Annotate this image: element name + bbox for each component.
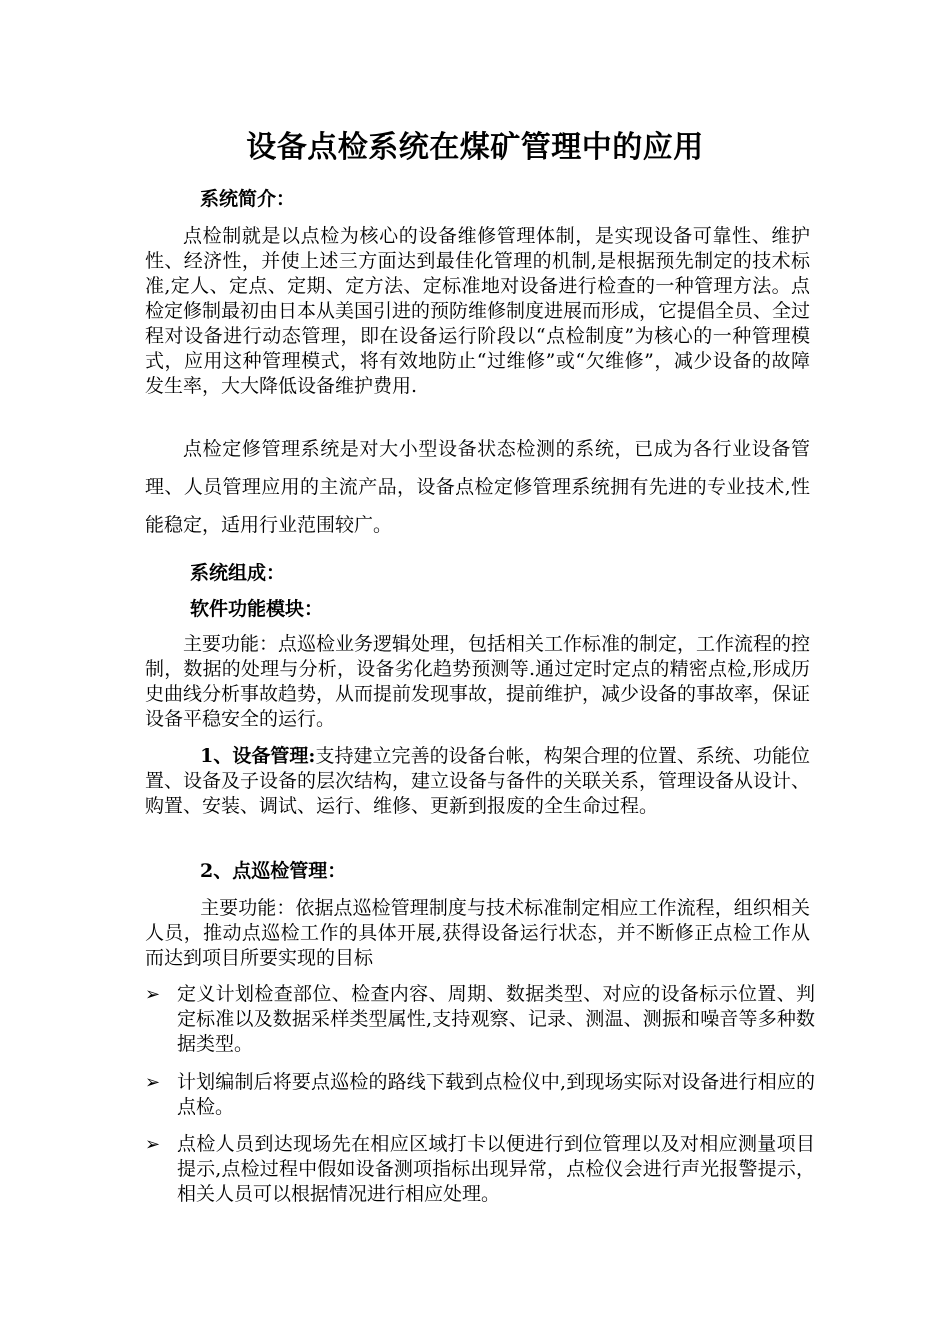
- paragraph-main-functions: 主要功能：点巡检业务逻辑处理，包括相关工作标准的制定，工作流程的控制，数据的处理与分析，设备劣化趋势预测等.通过定时定点的精密点检,形成历史曲线分析事故趋势，从而提前发现事故，提前维护，减少设备的事故率，保证设备平稳安全的运行。: [145, 633, 811, 730]
- item-1-label: 1、设备管理:: [200, 745, 316, 767]
- bullet-text: 定义计划检查部位、检查内容、周期、数据类型、对应的设备标示位置、判定标准以及数据采样类型属性,支持观察、记录、测温、测振和噪音等多种数据类型。: [177, 983, 815, 1055]
- bullet-item: [145, 1132, 815, 1207]
- paragraph-item-1: [145, 744, 810, 819]
- paragraph-intro-2: 点检定修管理系统是对大小型设备状态检测的系统，已成为各行业设备管理、人员管理应用的主流产品，设备点检定修管理系统拥有先进的专业技术,性能稳定，适用行业范围较广。: [145, 438, 810, 536]
- section-heading-software: 软件功能模块：: [190, 598, 324, 620]
- bullet-arrow-icon: ➢: [145, 1134, 161, 1155]
- bullet-item: [145, 982, 815, 1057]
- section-heading-composition: 系统组成：: [190, 562, 286, 584]
- section-heading-item-2: 2、点巡检管理：: [200, 860, 347, 882]
- bullet-text: 点检人员到达现场先在相应区域打卡以便进行到位管理以及对相应测量项目提示,点检过程中假如设备测项指标出现异常，点检仪会进行声光报警提示，相关人员可以根据情况进行相应处理。: [177, 1133, 815, 1205]
- document-title: 设备点检系统在煤矿管理中的应用: [246, 130, 704, 165]
- section-heading-intro: 系统简介：: [200, 188, 296, 210]
- bullet-arrow-icon: ➢: [145, 984, 161, 1005]
- item-1-text: 支持建立完善的设备台帐，构架合理的位置、系统、功能位置、设备及子设备的层次结构，建立设备与备件的关联关系，管理设备从设计、购置、安装、调试、运行、维修、更新到报废的全生命过程。: [145, 745, 811, 817]
- bullet-arrow-icon: ➢: [145, 1072, 161, 1093]
- paragraph-item-2: 主要功能：依据点巡检管理制度与技术标准制定相应工作流程，组织相关人员，推动点巡检工作的具体开展,获得设备运行状态，并不断修正点检工作从而达到项目所要实现的目标: [145, 897, 810, 969]
- bullet-item: [145, 1070, 815, 1120]
- bullet-text: 计划编制后将要点巡检的路线下载到点检仪中,到现场实际对设备进行相应的点检。: [177, 1071, 815, 1118]
- paragraph-intro-1: 点检制就是以点检为核心的设备维修管理体制，是实现设备可靠性、维护性、经济性，并使上述三方面达到最佳化管理的机制,是根据预先制定的技术标准,定人、定点、定期、定方法、定标准地对设备进行检查的一种管理方法。点检定修制最初由日本从美国引进的预防维修制度进展而形成，它提倡全员、全过程对设备进行动态管理，即在设备运行阶段以“点检制度”为核心的一种管理模式，应用这种管理模式，将有效地防止“过维修”或“欠维修”，减少设备的故障发生率，大大降低设备维护费用.: [145, 225, 811, 397]
